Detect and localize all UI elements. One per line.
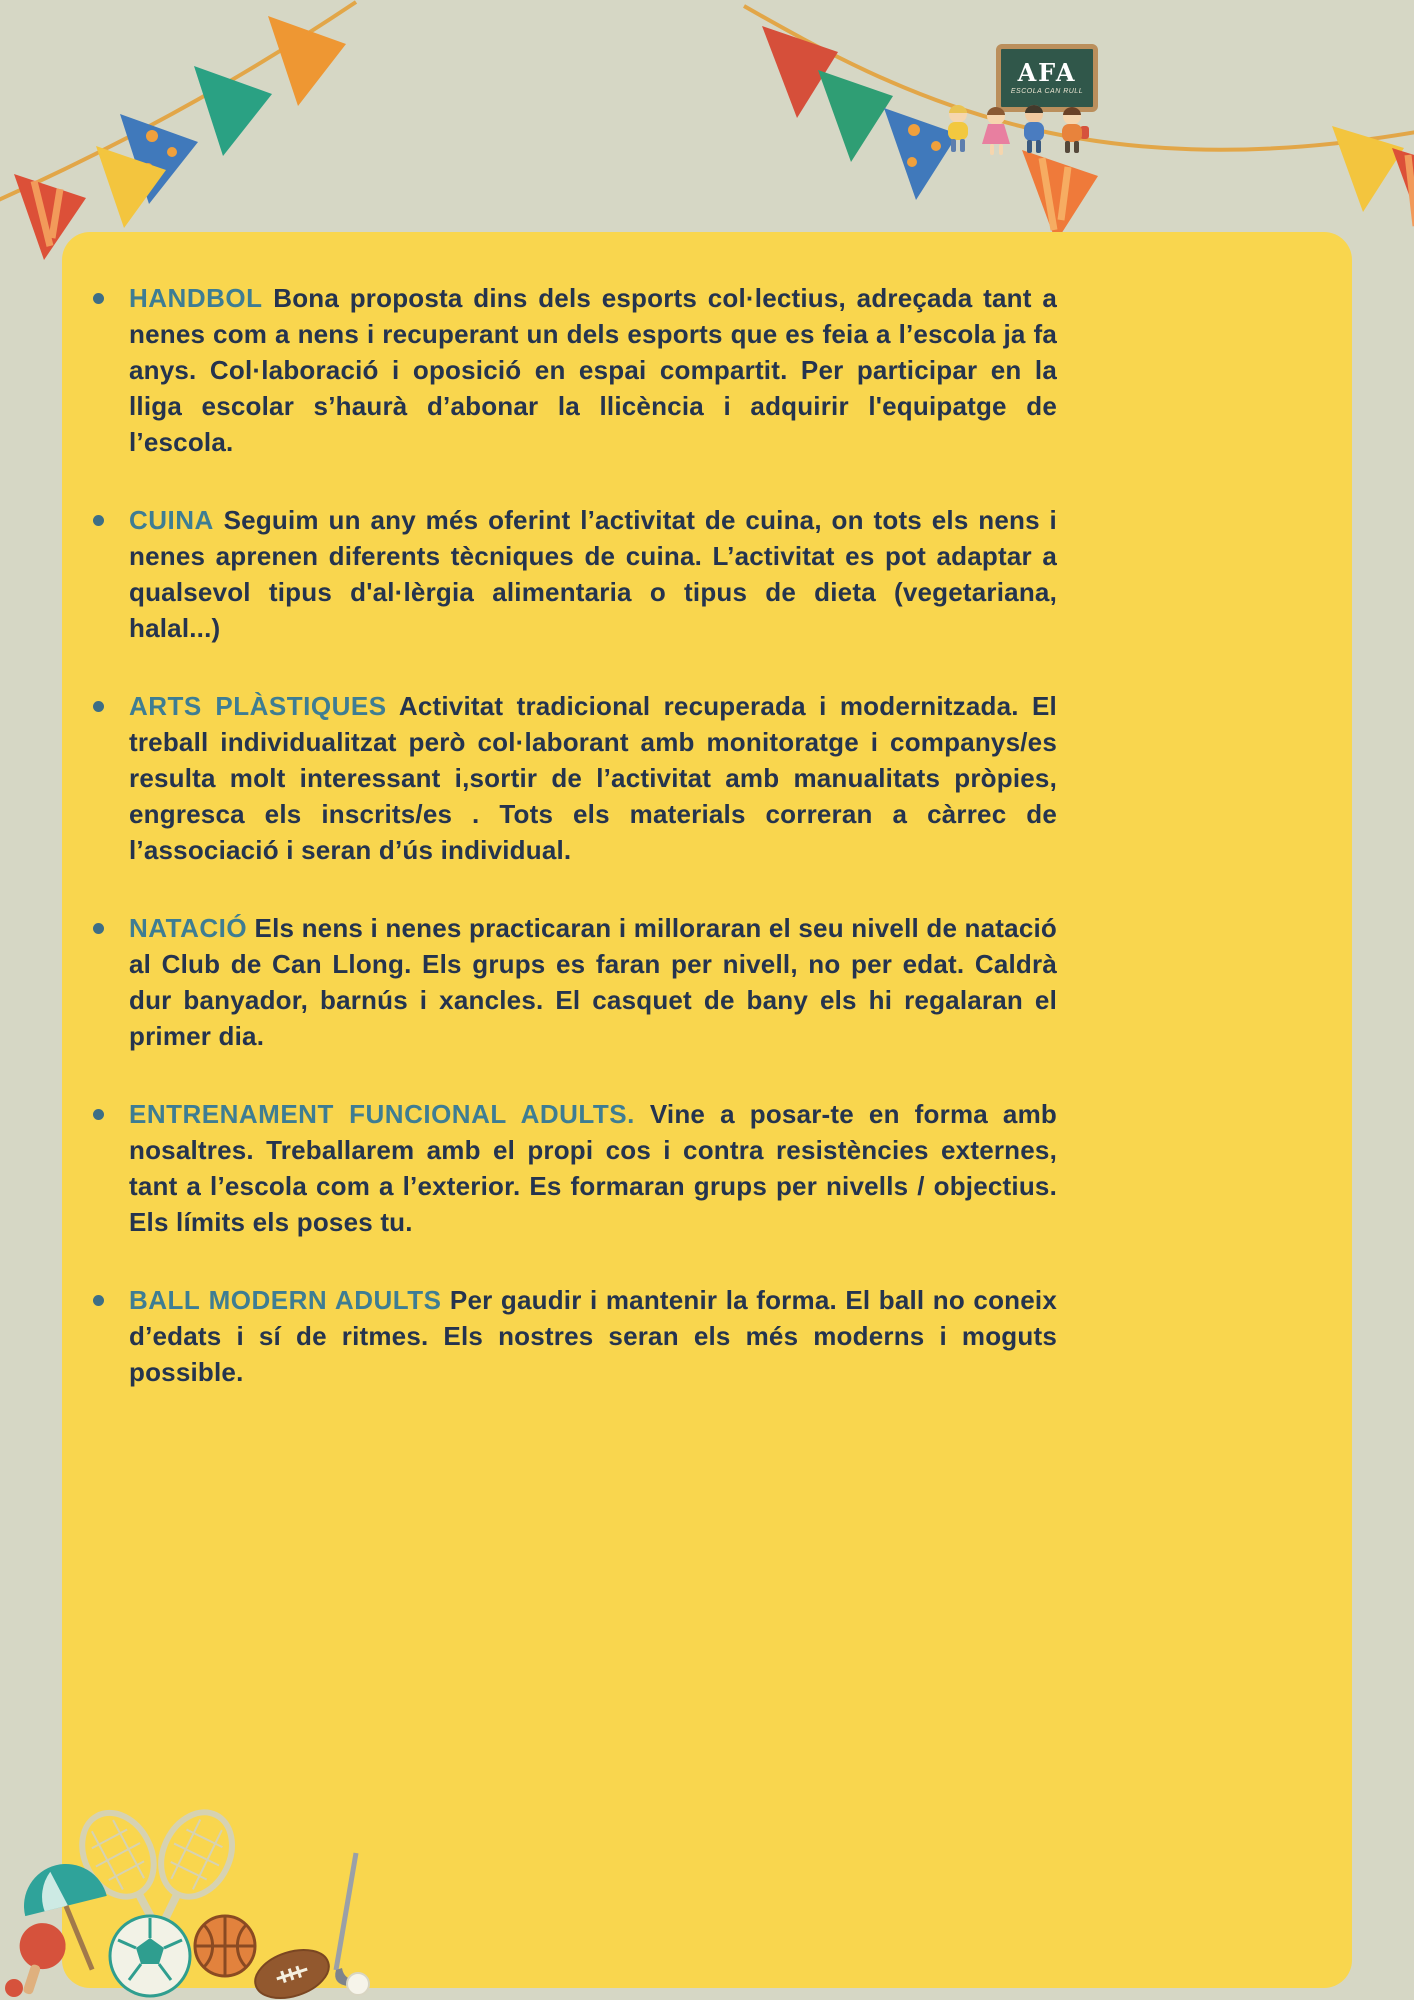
bunting-left-garland-decoration bbox=[0, 0, 360, 270]
activity-name: HANDBOL bbox=[129, 283, 263, 313]
activity-arts-plastiques bbox=[107, 688, 1057, 868]
activity-name: ARTS PLÀSTIQUES bbox=[129, 691, 387, 721]
golf-ball-icon bbox=[347, 1973, 369, 1995]
pennant-orange-icon bbox=[268, 16, 346, 106]
pennant-green-icon bbox=[818, 70, 893, 162]
activity-entrenament-funcional bbox=[107, 1096, 1057, 1240]
sports-equipment-decoration bbox=[0, 1798, 470, 2000]
activity-natacio bbox=[107, 910, 1057, 1054]
activities-list bbox=[107, 280, 1057, 1432]
child-figure bbox=[1024, 105, 1044, 153]
activity-name: BALL MODERN ADULTS bbox=[129, 1285, 442, 1315]
bullet-icon bbox=[93, 515, 104, 526]
afa-logo bbox=[938, 44, 1100, 160]
child-figure bbox=[1062, 107, 1089, 153]
activity-description: Seguim un any més oferint l’activitat de cuina, on tots els nens i nenes aprenen diferents tècniques de cuina. L’activitat es pot adaptar a qualsevol tipus d'al·lèrgia alimentaria o tipus de dieta (vegetariana, halal...) bbox=[129, 505, 1057, 643]
activity-description: Per gaudir i mantenir la forma. El ball no coneix d’edats i sí de ritmes. Els nostres seran els més moderns i moguts possible. bbox=[129, 1285, 1057, 1387]
bullet-icon bbox=[93, 923, 104, 934]
golf-club-icon bbox=[335, 1853, 369, 1995]
bullet-icon bbox=[93, 1295, 104, 1306]
activity-paragraph bbox=[129, 280, 1057, 460]
activity-description: Activitat tradicional recuperada i modernitzada. El treball individualitzat però col·laborant amb monitoratge i companys/es resulta molt interessant i,sortir de l’activitat amb manualitats pròpies, engresca els inscrits/es . Tots els materials correran a càrrec de l’associació i seran d’ús individual. bbox=[129, 691, 1057, 865]
bullet-icon bbox=[93, 293, 104, 304]
activity-ball-modern bbox=[107, 1282, 1057, 1390]
child-figure bbox=[982, 107, 1010, 155]
child-figure bbox=[948, 105, 968, 152]
afa-logo-subtitle: ESCOLA CAN RULL bbox=[1010, 88, 1084, 95]
pennant-yellow-icon bbox=[1332, 126, 1404, 212]
bullet-icon bbox=[93, 1109, 104, 1120]
activity-description: Els nens i nenes practicaran i milloraran el seu nivell de natació al Club de Can Llong. Els grups es faran per nivell, no per edat. Caldrà dur banyador, barnús i xancles. El casquet de bany els hi regalaran el primer dia. bbox=[129, 913, 1057, 1051]
activity-name: CUINA bbox=[129, 505, 214, 535]
activity-cuina bbox=[107, 502, 1057, 646]
pennant-orange-striped-icon bbox=[1022, 150, 1098, 242]
activity-description: Vine a posar-te en forma amb nosaltres. Treballarem amb el propi cos i contra resistències externes, tant a l’escola com a l’exterior. Es formaran grups per nivells / objectius. Els límits els poses tu. bbox=[129, 1099, 1057, 1237]
activity-name: ENTRENAMENT FUNCIONAL ADULTS. bbox=[129, 1099, 635, 1129]
pennant-red-icon bbox=[762, 26, 838, 118]
basketball-icon bbox=[195, 1916, 255, 1976]
children-illustration bbox=[938, 98, 1100, 160]
soccer-ball-icon bbox=[110, 1916, 190, 1996]
activity-paragraph bbox=[129, 1282, 1057, 1390]
activity-paragraph bbox=[129, 688, 1057, 868]
activity-paragraph bbox=[129, 910, 1057, 1054]
activity-description: Bona proposta dins dels esports col·lectius, adreçada tant a nenes com a nens i recuperant un dels esports que es feia a l’escola ja fa anys. Col·laboració i oposició en espai compartit. Per participar en la lliga escolar s’haurà d’abonar la llicència i adquirir l'equipatge de l’escola. bbox=[129, 283, 1057, 457]
red-ball-icon bbox=[5, 1979, 23, 1997]
activity-handbol bbox=[107, 280, 1057, 460]
afa-logo-title: AFA bbox=[1017, 58, 1077, 87]
activity-name: NATACIÓ bbox=[129, 913, 248, 943]
activity-paragraph bbox=[129, 502, 1057, 646]
bullet-icon bbox=[93, 701, 104, 712]
activities-card bbox=[62, 232, 1352, 1988]
activity-paragraph bbox=[129, 1096, 1057, 1240]
american-football-icon bbox=[249, 1941, 335, 2000]
